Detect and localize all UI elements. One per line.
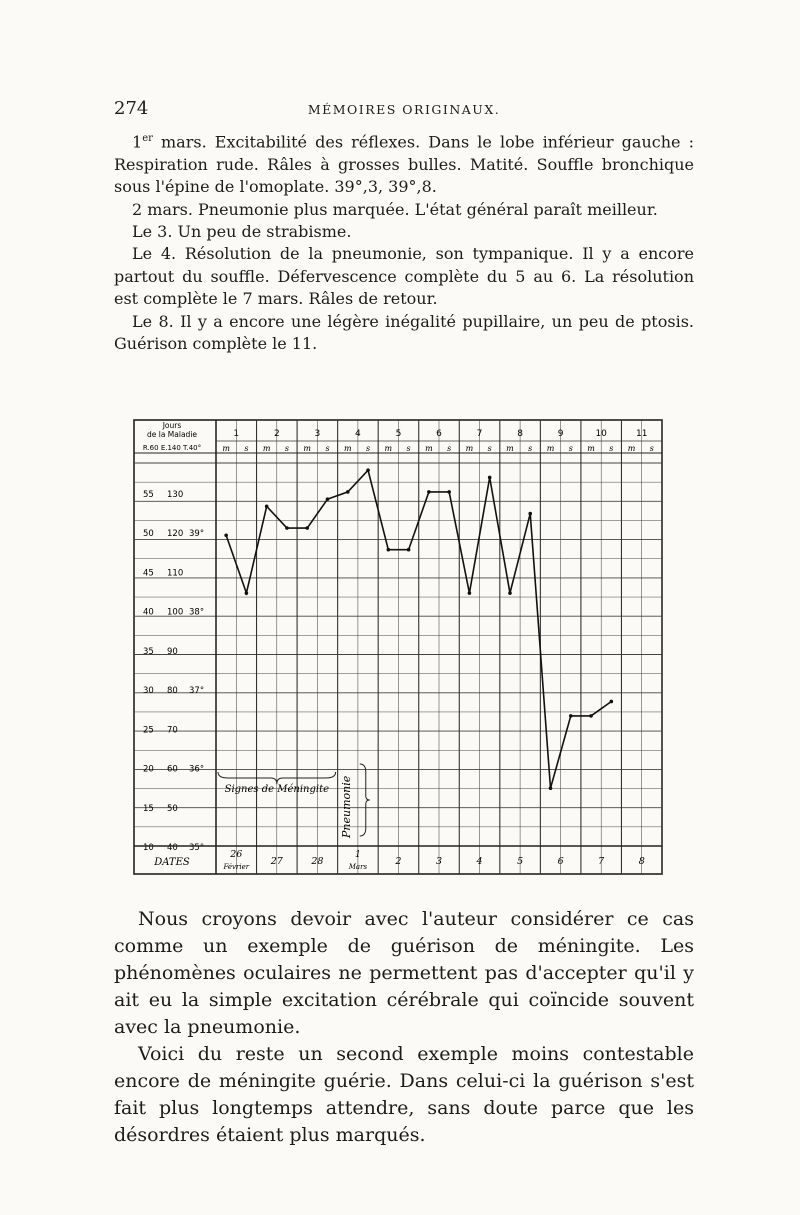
respiration-tick: 55 [143,490,154,500]
respiration-tick: 15 [143,803,154,814]
day-1-text: mars. Excitabilité des réflexes. Dans le lobe inférieur gauche : Respiration rude. Râles à grosses bulles. Matité. Souffle bronchique sous l'épine de l'omoplate. 39°,3, 39°,8. [114,132,694,197]
date-value: 4 [476,856,483,867]
date-value: 6 [557,856,564,867]
temperature-point [407,548,411,552]
annotation-meningite: Signes de Méningite [224,784,330,795]
date-month: Février [223,863,250,871]
temperature-point [326,497,330,501]
slot-label: s [528,444,533,453]
day-label: 1 [233,429,240,439]
corner-label-scales: R.60 E.140 T.40° [142,444,202,452]
day-label: 5 [395,429,402,439]
slot-label: m [506,444,514,453]
annotation-pneumonie: Pneumonie [339,775,353,838]
dates-label: DATES [154,857,190,868]
date-value: 3 [435,856,443,867]
page-number: 274 [114,98,149,119]
temperature-point [427,490,431,494]
corner-label-illness: de la Maladie [146,430,198,439]
temperature-point [366,468,370,472]
day-label: 11 [636,429,648,439]
date-value: 28 [311,856,324,867]
respiration-tick: 30 [143,686,154,697]
pulse-tick: 50 [167,803,178,814]
date-value: 27 [270,856,283,867]
slot-label: m [465,444,474,453]
respiration-tick: 35 [143,646,154,657]
slot-label: m [627,444,636,453]
temperature-point [285,526,289,530]
temperature-point [468,591,472,595]
respiration-tick: 25 [143,725,154,736]
slot-label: s [447,444,452,453]
temperature-tick: 35° [189,843,205,853]
day-label: 3 [314,429,321,439]
temperature-point [508,591,512,595]
corner-label-days: Jours [162,421,182,430]
pulse-tick: 80 [167,686,178,697]
pulse-tick: 60 [167,764,178,775]
pulse-tick: 120 [167,529,184,540]
temperature-point [346,490,350,494]
slot-label: s [568,444,573,453]
pulse-tick: 100 [167,607,184,618]
pulse-tick: 110 [167,568,184,579]
slot-label: m [587,444,595,453]
slot-label: m [262,444,271,453]
slot-label: m [546,444,555,453]
temperature-tick: 39° [189,529,205,540]
temperature-point [447,490,451,494]
date-value: 1 [354,849,361,860]
temperature-point [305,526,309,530]
slot-label: s [609,444,614,453]
slot-label: s [325,444,330,453]
brace-pneumonie [360,764,370,836]
temperature-point [265,505,269,509]
slot-label: s [487,444,492,453]
respiration-tick: 40 [143,607,154,618]
date-value: 8 [638,856,645,867]
temperature-point [549,786,553,790]
day-label: 4 [355,429,361,439]
observation-day-2: 2 mars. Pneumonie plus marquée. L'état général paraît meilleur. [132,199,658,219]
temperature-point [569,714,573,718]
temperature-point [488,476,492,480]
date-value: 26 [230,849,243,860]
day-label: 6 [436,429,442,439]
slot-label: s [406,444,411,453]
observation-day-4: Le 4. Résolution de la pneumonie, son tympanique. Il y a encore partout du souffle. Défervescence complète du 5 au 6. La résolution est complète le 7 mars. Râles de retour. [114,244,694,309]
respiration-tick: 20 [143,764,154,775]
slot-label: s [244,444,249,453]
respiration-tick: 10 [143,843,154,853]
slot-label: m [343,444,352,453]
day-label: 8 [517,429,523,439]
date-value: 2 [395,856,402,867]
slot-label: m [384,444,393,453]
day-label: 2 [273,429,280,439]
slot-label: m [222,444,230,453]
temperature-point [589,714,593,718]
temperature-point [245,591,249,595]
temperature-point [224,533,228,537]
respiration-tick: 45 [143,568,154,579]
date-month: Mars [348,863,368,871]
slot-label: m [303,444,312,453]
respiration-tick: 50 [143,529,154,540]
temperature-point [387,548,391,552]
temperature-tick: 36° [189,764,205,775]
day-label: 7 [476,429,483,439]
temperature-point [610,700,614,704]
day-label: 10 [595,429,607,439]
conclusion-paragraph-2: Voici du reste un second exemple moins contestable encore de méningite guérie. Dans celui-ci la guérison s'est fait plus longtemps attendre, sans doute parce que les désordres étaient plus marqués. [114,1043,694,1146]
slot-label: s [284,444,290,453]
day-1-superscript: er [142,133,153,144]
slot-label: s [649,444,654,453]
observation-day-3: Le 3. Un peu de strabisme. [132,221,352,241]
temperature-tick: 38° [189,607,205,618]
slot-label: s [365,444,371,453]
day-label: 9 [557,429,564,439]
pulse-tick: 70 [167,725,178,736]
day-1-number: 1 [132,132,143,152]
conclusion-text [114,906,694,1149]
running-title: MÉMOIRES ORIGINAUX. [307,102,501,117]
observation-day-8: Le 8. Il y a encore une légère inégalité pupillaire, un peu de ptosis. Guérison complète le 11. [114,311,694,353]
temperature-tick: 37° [189,686,205,697]
pulse-tick: 40 [167,843,178,853]
date-value: 7 [598,856,605,867]
temperature-point [528,512,532,516]
date-value: 5 [517,856,524,867]
pulse-tick: 130 [167,490,184,500]
pulse-tick: 90 [167,646,178,657]
slot-label: m [425,444,433,453]
conclusion-paragraph-1: Nous croyons devoir avec l'auteur considérer ce cas comme un exemple de guérison de méningite. Les phénomènes oculaires ne permettent pas d'accepter qu'il y ait eu la simple excitation cérébrale qui coïncide souvent avec la pneumonie. [114,908,694,1038]
chart-frame [134,420,662,874]
